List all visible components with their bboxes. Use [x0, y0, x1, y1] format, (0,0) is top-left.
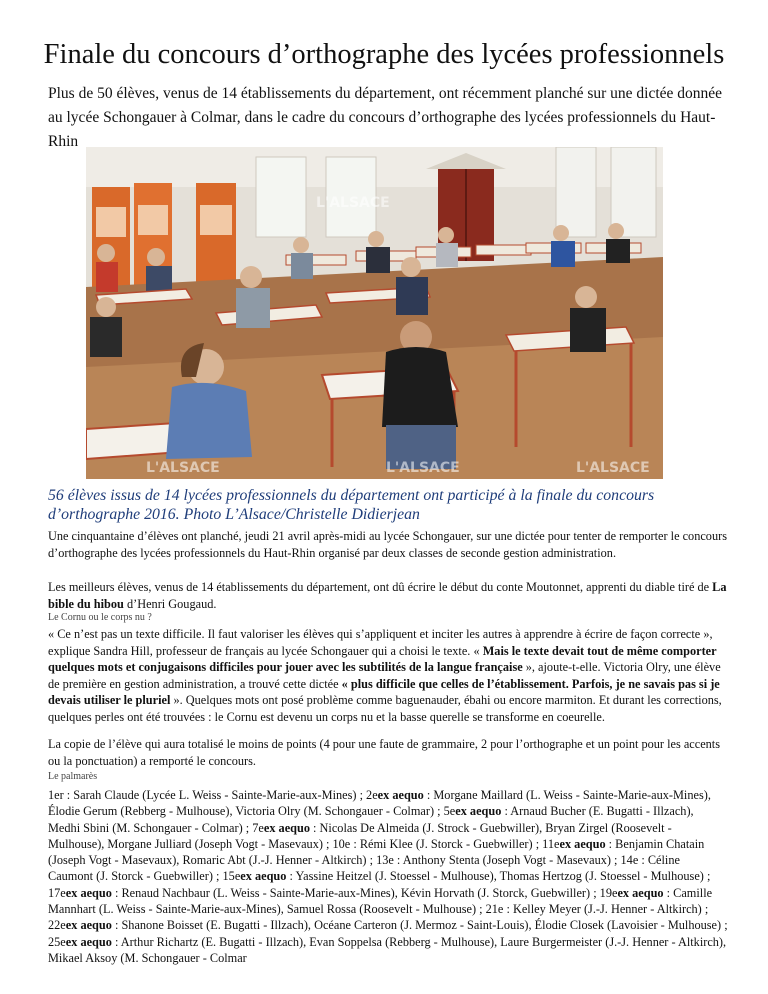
article-photo: [86, 147, 663, 479]
quote-bold: « plus difficile que celles de l’établissement. Parfois, je ne savais pas si je devais utiliser le pluriel: [48, 676, 720, 707]
book-title: La bible du hibou: [48, 580, 727, 611]
classroom-photo-illustration: [86, 147, 663, 479]
palmares-text: : Yassine Heitzel (J. Stoessel - Mulhouse), Thomas Hertzog (J. Stoessel - Mulhouse) ; 17e: [48, 869, 711, 900]
photo-watermark: L'ALSACE: [316, 195, 390, 211]
ex-aequo-label: ex aequo: [559, 836, 606, 851]
paragraph-intro: Une cinquantaine d’élèves ont planché, jeudi 21 avril après-midi au lycée Schongauer, sur une dictée pour tenter de remporter le concours d’orthographe des lycées professionnels du Haut-Rhin organisé par deux classes de seconde gestion administration.: [48, 529, 727, 560]
paragraph-text: ». Quelques mots ont posé problème comme baguenauder, ébahi ou encore marmiton. Et durant les corrections, quelques perles ont été trouvées : le Cornu est devenu un corps nu et la basse querelle se transforme en coeurelle.: [48, 693, 722, 724]
article-title: Finale du concours d’orthographe des lycées professionnels: [43, 39, 725, 70]
subheading-palmares: Le palmarès: [48, 771, 98, 782]
palmares-text: : Morgane Maillard (L. Weiss - Sainte-Marie-aux-Mines), Élodie Gerum (Rebberg - Mulhouse), Victoria Olry (M. Schongauer - Colmar) ; 5e: [48, 788, 711, 819]
ex-aequo-label: ex aequo: [377, 788, 424, 802]
palmares-text: : Benjamin Chatain (Joseph Vogt - Masevaux), Romaric Abt (J.-J. Henner - Altkirch) ; 13e : Anthony Stenta (Joseph Vogt - Masevaux) ; 14e : Céline Caumont (J. Storck - Guebwiller) ; 15e: [48, 836, 705, 884]
paragraph-text: Les meilleurs élèves, venus de 14 établissements du département, ont dû écrire le début du conte Moutonnet, apprenti du diable tiré de: [48, 580, 713, 594]
palmares-text: : Arthur Richartz (E. Bugatti - Illzach), Evan Soppelsa (Rebberg - Mulhouse), Laure Burgermeister (J.-J. Henner - Altkirch), Mikael Aksoy (M. Schongauer - Colmar: [48, 934, 727, 965]
palmares-text: : Camille Mannhart (L. Weiss - Sainte-Marie-aux-Mines), Samuel Rossa (Roosevelt - Mulhouse) ; 21e : Kelley Meyer (J.-J. Henner - Altkirch) ; 22e: [48, 885, 713, 933]
photo-caption: 56 élèves issus de 14 lycées professionnels du département ont participé à la finale du concours d’orthographe 2016. Photo L’Alsace/Christelle Didierjean: [48, 487, 655, 523]
ex-aequo-label: ex aequo: [65, 885, 112, 900]
ex-aequo-label: ex aequo: [263, 820, 310, 835]
subheading-cornu: Le Cornu ou le corps nu ?: [48, 612, 152, 623]
photo-watermark: L'ALSACE: [576, 460, 650, 476]
palmares-text: : Nicolas De Almeida (J. Strock - Guebwiller), Bryan Zirgel (Roosevelt - Mulhouse), Morgane Julliard (Joseph Vogt - Masevaux) ; 10e : Rémi Klee (J. Storck - Guebwiller) ; 11e: [48, 820, 672, 851]
paragraph-text: « Ce n’est pas un texte difficile. Il faut valoriser les élèves qui s’appliquent et inciter les autres à apprendre à écrire de façon correcte », explique Sandra Hill, professeur de français au lycée Schongauer qui a choisi le texte. «: [48, 627, 713, 658]
paragraph-text: d’Henri Gougaud.: [123, 596, 217, 611]
paragraph-rules: La copie de l’élève qui aura totalisé le moins de points (4 pour une faute de grammaire, 2 pour l’orthographe et un point pour les accents ou la ponctuation) a remporté le concours.: [48, 737, 721, 768]
palmares-text: : Arnaud Bucher (E. Bugatti - Illzach), Medhi Sbini (M. Schongauer - Colmar) ; 7e: [48, 804, 694, 835]
ex-aequo-label: ex aequo: [65, 934, 112, 949]
paragraph-text: », ajoute-t-elle. Victoria Olry, une élève de première en gestion administration, a trouvé cette dictée: [48, 660, 721, 691]
palmares-text: : Renaud Nachbaur (L. Weiss - Sainte-Marie-aux-Mines), Kévin Horvath (J. Storck, Guebwiller) ; 19e: [111, 885, 618, 900]
ex-aequo-label: ex aequo: [65, 918, 112, 933]
photo-watermark: L'ALSACE: [146, 460, 220, 476]
ex-aequo-label: ex aequo: [240, 869, 287, 884]
palmares-text: 1er : Sarah Claude (Lycée L. Weiss - Sainte-Marie-aux-Mines) ; 2e: [48, 788, 378, 802]
paragraph-quotes: [48, 626, 728, 725]
ex-aequo-label: ex aequo: [455, 804, 502, 819]
photo-watermark: L'ALSACE: [386, 460, 460, 476]
ex-aequo-label: ex aequo: [617, 885, 664, 900]
palmares-text: : Shanone Boisset (E. Bugatti - Illzach), Océane Carteron (J. Mermoz - Saint-Louis), Élodie Closek (Lavoisier - Mulhouse) ; 25e: [48, 918, 728, 949]
quote-bold: Mais le texte devait tout de même comporter quelques mots et conjugaisons difficiles pour jouer avec les subtilités de la langue française: [48, 643, 717, 674]
palmares-list: [48, 787, 728, 966]
article-lead: Plus de 50 élèves, venus de 14 établissements du département, ont récemment planché sur une dictée donnée au lycée Schongauer à Colmar, dans le cadre du concours d’orthographe des lycées professionnels du Haut-Rhin: [48, 85, 723, 150]
paragraph-text-source: [48, 579, 728, 612]
